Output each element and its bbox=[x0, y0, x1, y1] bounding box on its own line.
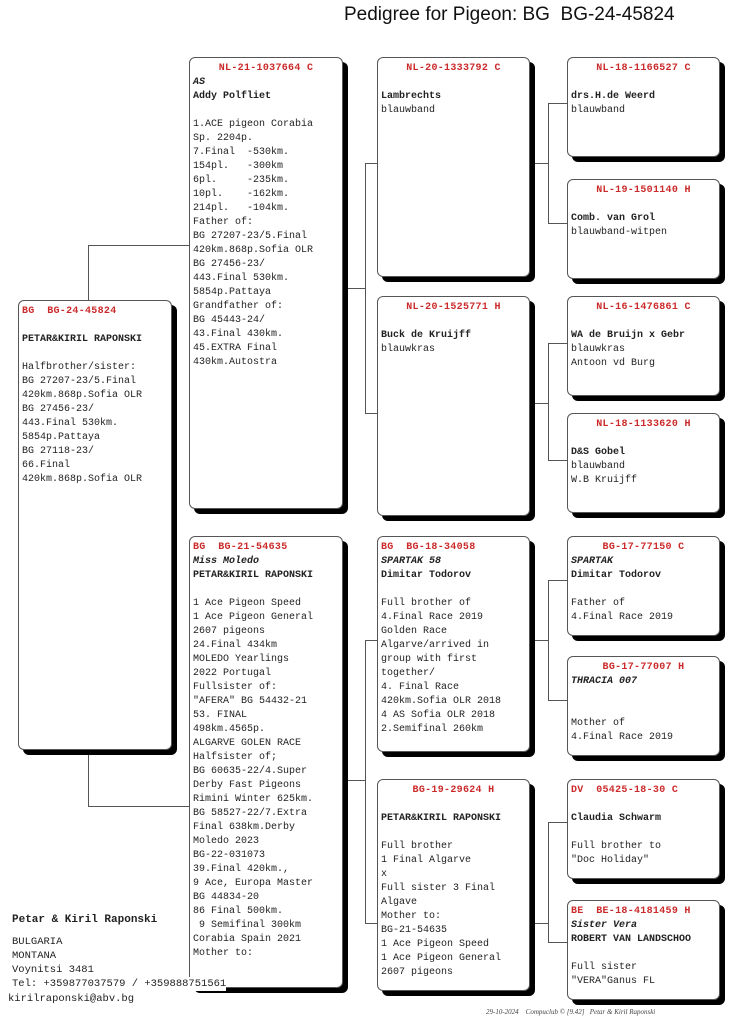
owner: drs.H.de Weerd bbox=[571, 91, 656, 102]
note-line: Corabia Spain 2021 bbox=[193, 934, 302, 945]
notes bbox=[381, 840, 526, 980]
note-line: Algave bbox=[381, 897, 418, 908]
owner: D&S Gobel bbox=[571, 447, 626, 458]
notes bbox=[571, 343, 716, 371]
note-line: BG 60635-22/4.Super bbox=[193, 766, 308, 777]
ring-number: NL-19-1501140 H bbox=[596, 185, 691, 196]
note-line: 66.Final bbox=[22, 460, 71, 471]
note-line: blauwkras bbox=[571, 344, 626, 355]
connector bbox=[530, 163, 548, 164]
connector bbox=[365, 163, 377, 164]
note-line: 154pl. -300km bbox=[193, 161, 284, 172]
note-line: Full sister bbox=[571, 962, 638, 973]
note-line: W.B Kruijff bbox=[571, 475, 638, 486]
note-line: 39.Final 420km., bbox=[193, 864, 290, 875]
note-line: blauwband bbox=[571, 461, 626, 472]
note-line: Antoon vd Burg bbox=[571, 358, 656, 369]
note-line: "VERA"Ganus FL bbox=[571, 976, 656, 987]
ring-number: BE BE-18-4181459 H bbox=[571, 906, 691, 917]
note-line: MOLEDO Yearlings bbox=[193, 654, 290, 665]
connector bbox=[530, 640, 548, 641]
ring-number: NL-18-1166527 C bbox=[596, 63, 691, 74]
owner: PETAR&KIRIL RAPONSKI bbox=[22, 334, 143, 345]
note-line: group with first bbox=[381, 654, 478, 665]
notes bbox=[381, 343, 526, 357]
note-line: 9 Semifinal 300km bbox=[193, 920, 302, 931]
connector bbox=[88, 245, 189, 246]
note-line: 2022 Portugal bbox=[193, 668, 272, 679]
software-credit: Compuclub © [9.42] bbox=[525, 1008, 585, 1016]
pigeon-card-dam-sire[interactable] bbox=[377, 536, 530, 752]
ring-number: BG BG-24-45824 bbox=[22, 306, 117, 317]
pigeon-card-sd-sire[interactable] bbox=[567, 296, 720, 396]
notes bbox=[381, 597, 526, 737]
ring-number: BG-19-29624 H bbox=[412, 785, 495, 796]
connector bbox=[88, 806, 189, 807]
note-line: BG-22-031073 bbox=[193, 850, 266, 861]
note-line: Final 638km.Derby bbox=[193, 822, 296, 833]
note-line: Fullsister of: bbox=[193, 682, 278, 693]
breeder-phone: Tel: +359877037579 / +359888751561 bbox=[12, 978, 227, 990]
ring-number: BG BG-18-34058 bbox=[381, 542, 476, 553]
note-line: 1 Ace Pigeon Speed bbox=[193, 598, 302, 609]
note-line: 420km.Sofia OLR 2018 bbox=[381, 696, 502, 707]
notes bbox=[571, 460, 716, 488]
note-line: BG 27456-23/ bbox=[193, 259, 266, 270]
connector bbox=[548, 822, 567, 823]
connector bbox=[548, 343, 567, 344]
note-line: BG 27456-23/ bbox=[22, 404, 95, 415]
note-line: 420km.868p.Sofia OLR bbox=[193, 245, 314, 256]
breeder-name: Petar & Kiril Raponski bbox=[12, 914, 158, 926]
note-line: Father of: bbox=[193, 217, 254, 228]
note-line: x bbox=[381, 869, 388, 880]
connector bbox=[348, 288, 365, 289]
breeder-email[interactable]: kirilraponski@abv.bg bbox=[8, 993, 135, 1005]
owner: Addy Polfliet bbox=[193, 91, 272, 102]
note-line: 4.Final Race 2019 bbox=[571, 612, 674, 623]
print-date: 29-10-2024 bbox=[486, 1008, 519, 1016]
pigeon-name: AS bbox=[193, 77, 206, 88]
owner: Dimitar Todorov bbox=[381, 570, 472, 581]
notes bbox=[571, 226, 716, 240]
note-line: Rimini Winter 625km. bbox=[193, 794, 314, 805]
note-line: Derby Fast Pigeons bbox=[193, 780, 302, 791]
pigeon-name: THRACIA 007 bbox=[571, 676, 638, 687]
note-line: 86 Final 500km. bbox=[193, 906, 284, 917]
note-line: blauwband-witpen bbox=[571, 227, 668, 238]
connector bbox=[548, 103, 567, 104]
note-line: 4 AS Sofia OLR 2018 bbox=[381, 710, 496, 721]
ring-number: BG BG-21-54635 bbox=[193, 542, 288, 553]
note-line: BG 27118-23/ bbox=[22, 446, 95, 457]
pigeon-card-ss-sire[interactable] bbox=[567, 57, 720, 157]
connector bbox=[548, 822, 549, 942]
pigeon-card-sire[interactable] bbox=[189, 57, 343, 509]
note-line: Grandfather of: bbox=[193, 301, 284, 312]
pigeon-card-dam-dam[interactable] bbox=[377, 779, 530, 991]
connector bbox=[548, 223, 567, 224]
notes bbox=[193, 597, 339, 961]
connector bbox=[548, 460, 567, 461]
pigeon-card-sd-dam[interactable] bbox=[567, 413, 720, 513]
pigeon-card-sire-sire[interactable] bbox=[377, 57, 530, 277]
page-title: Pedigree for Pigeon: BG BG-24-45824 bbox=[344, 4, 675, 25]
breeder-address: Voynitsi 3481 bbox=[12, 964, 94, 976]
note-line: 443.Final 530km. bbox=[22, 418, 119, 429]
note-line: Halfsister of; bbox=[193, 752, 278, 763]
pigeon-name: SPARTAK 58 bbox=[381, 556, 442, 567]
note-line: Algarve/arrived in bbox=[381, 640, 490, 651]
owner: WA de Bruijn x Gebr bbox=[571, 330, 686, 341]
connector bbox=[548, 942, 567, 943]
ring-number: NL-20-1333792 C bbox=[406, 63, 501, 74]
notes bbox=[22, 361, 168, 487]
owner: PETAR&KIRIL RAPONSKI bbox=[193, 570, 314, 581]
note-line: 1 Ace Pigeon General bbox=[193, 612, 314, 623]
note-line: "Doc Holiday" bbox=[571, 855, 650, 866]
note-line: BG 27207-23/5.Final bbox=[193, 231, 308, 242]
breeder-info bbox=[12, 913, 226, 991]
ring-number: DV 05425-18-30 C bbox=[571, 785, 679, 796]
note-line: 24.Final 434km bbox=[193, 640, 278, 651]
footer bbox=[486, 1008, 655, 1016]
note-line: 9 Ace, Europa Master bbox=[193, 878, 314, 889]
notes bbox=[571, 961, 716, 989]
note-line: BG 27207-23/5.Final bbox=[22, 376, 137, 387]
note-line: 6pl. -235km. bbox=[193, 175, 290, 186]
note-line: 43.Final 430km. bbox=[193, 329, 284, 340]
connector bbox=[365, 640, 377, 641]
notes bbox=[571, 104, 716, 118]
connector bbox=[530, 403, 548, 404]
connector bbox=[548, 580, 549, 700]
ring-number: NL-16-1476861 C bbox=[596, 302, 691, 313]
note-line: 5854p.Pattaya bbox=[193, 287, 272, 298]
connector bbox=[365, 413, 377, 414]
note-line: 1 Final Algarve bbox=[381, 855, 472, 866]
note-line: 4.Final Race 2019 bbox=[381, 612, 484, 623]
note-line: Moledo 2023 bbox=[193, 836, 260, 847]
note-line: 420km.868p.Sofia OLR bbox=[22, 474, 143, 485]
note-line: Sp. 2204p. bbox=[193, 133, 254, 144]
ring-number: NL-20-1525771 H bbox=[406, 302, 501, 313]
note-line: BG 45443-24/ bbox=[193, 315, 266, 326]
connector bbox=[365, 163, 366, 413]
note-line: Father of bbox=[571, 598, 626, 609]
connector bbox=[530, 923, 548, 924]
note-line: blauwkras bbox=[381, 344, 436, 355]
connector bbox=[365, 923, 377, 924]
note-line: 1 Ace Pigeon General bbox=[381, 953, 502, 964]
note-line: BG-21-54635 bbox=[381, 925, 448, 936]
connector bbox=[548, 700, 567, 701]
note-line: 498km.4565p. bbox=[193, 724, 266, 735]
breeder-country: BULGARIA bbox=[12, 936, 63, 948]
note-line: Full brother of bbox=[381, 598, 472, 609]
connector bbox=[88, 245, 89, 301]
owner: ROBERT VAN LANDSCHOO bbox=[571, 934, 692, 945]
notes bbox=[381, 104, 526, 118]
note-line: 443.Final 530km. bbox=[193, 273, 290, 284]
note-line: together/ bbox=[381, 668, 436, 679]
note-line: Golden Race bbox=[381, 626, 448, 637]
note-line: 2607 pigeons bbox=[381, 967, 454, 978]
note-line: Full brother bbox=[381, 841, 454, 852]
note-line: 2607 pigeons bbox=[193, 626, 266, 637]
note-line: 430km.Autostra bbox=[193, 357, 278, 368]
note-line: 1 Ace Pigeon Speed bbox=[381, 939, 490, 950]
note-line: 53. FINAL bbox=[193, 710, 248, 721]
note-line: 45.EXTRA Final bbox=[193, 343, 278, 354]
connector bbox=[365, 640, 366, 923]
pigeon-card-ss-dam[interactable] bbox=[567, 179, 720, 279]
pigeon-name: Sister Vera bbox=[571, 920, 638, 931]
pigeon-card-subject[interactable] bbox=[18, 300, 172, 750]
note-line: 420km.868p.Sofia OLR bbox=[22, 390, 143, 401]
owner: Lambrechts bbox=[381, 91, 442, 102]
pigeon-name: Miss Moledo bbox=[193, 556, 260, 567]
note-line: Full sister 3 Final bbox=[381, 883, 496, 894]
note-line: blauwband bbox=[381, 105, 436, 116]
pigeon-card-sire-dam[interactable] bbox=[377, 296, 530, 516]
note-line: BG 44834-20 bbox=[193, 892, 260, 903]
note-line: "AFERA" BG 54432-21 bbox=[193, 696, 308, 707]
notes bbox=[571, 717, 716, 745]
note-line: 7.Final -530km. bbox=[193, 147, 290, 158]
note-line: BG 58527-22/7.Extra bbox=[193, 808, 308, 819]
note-line: Mother of bbox=[571, 718, 626, 729]
ring-number: NL-21-1037664 C bbox=[218, 63, 314, 74]
note-line: blauwband bbox=[571, 105, 626, 116]
notes bbox=[571, 597, 716, 625]
notes bbox=[571, 840, 716, 868]
note-line: Full brother to bbox=[571, 841, 662, 852]
owner: Dimitar Todorov bbox=[571, 570, 662, 581]
note-line: 4.Final Race 2019 bbox=[571, 732, 674, 743]
note-line: 214pl. -104km. bbox=[193, 203, 290, 214]
connector bbox=[548, 103, 549, 223]
ring-number: BG-17-77150 C bbox=[602, 542, 685, 553]
note-line: 10pl. -162km. bbox=[193, 189, 290, 200]
note-line: Halfbrother/sister: bbox=[22, 362, 137, 373]
note-line: 1.ACE pigeon Corabia bbox=[193, 119, 314, 130]
pigeon-name: SPARTAK bbox=[571, 556, 614, 567]
connector bbox=[348, 780, 365, 781]
breeder-region: MONTANA bbox=[12, 950, 57, 962]
connector bbox=[548, 580, 567, 581]
note-line: Mother to: bbox=[381, 911, 442, 922]
note-line: 4. Final Race bbox=[381, 682, 460, 693]
note-line: 5854p.Pattaya bbox=[22, 432, 101, 443]
footer-author: Petar & Kiril Raponski bbox=[589, 1008, 656, 1016]
owner: Comb. van Grol bbox=[571, 213, 656, 224]
owner: Claudia Schwarm bbox=[571, 813, 662, 824]
owner: Buck de Kruijff bbox=[381, 330, 472, 341]
pigeon-card-dd-dam[interactable] bbox=[567, 900, 720, 1000]
owner: PETAR&KIRIL RAPONSKI bbox=[381, 813, 502, 824]
ring-number: NL-18-1133620 H bbox=[596, 419, 691, 430]
note-line: ALGARVE GOLEN RACE bbox=[193, 738, 302, 749]
notes bbox=[193, 118, 339, 370]
ring-number: BG-17-77007 H bbox=[602, 662, 685, 673]
pigeon-card-ds-dam[interactable] bbox=[567, 656, 720, 756]
note-line: Mother to: bbox=[193, 948, 254, 959]
connector bbox=[548, 343, 549, 460]
connector bbox=[88, 750, 89, 806]
pigeon-card-ds-sire[interactable] bbox=[567, 536, 720, 636]
pigeon-card-dd-sire[interactable] bbox=[567, 779, 720, 879]
note-line: 2.Semifinal 260km bbox=[381, 724, 484, 735]
